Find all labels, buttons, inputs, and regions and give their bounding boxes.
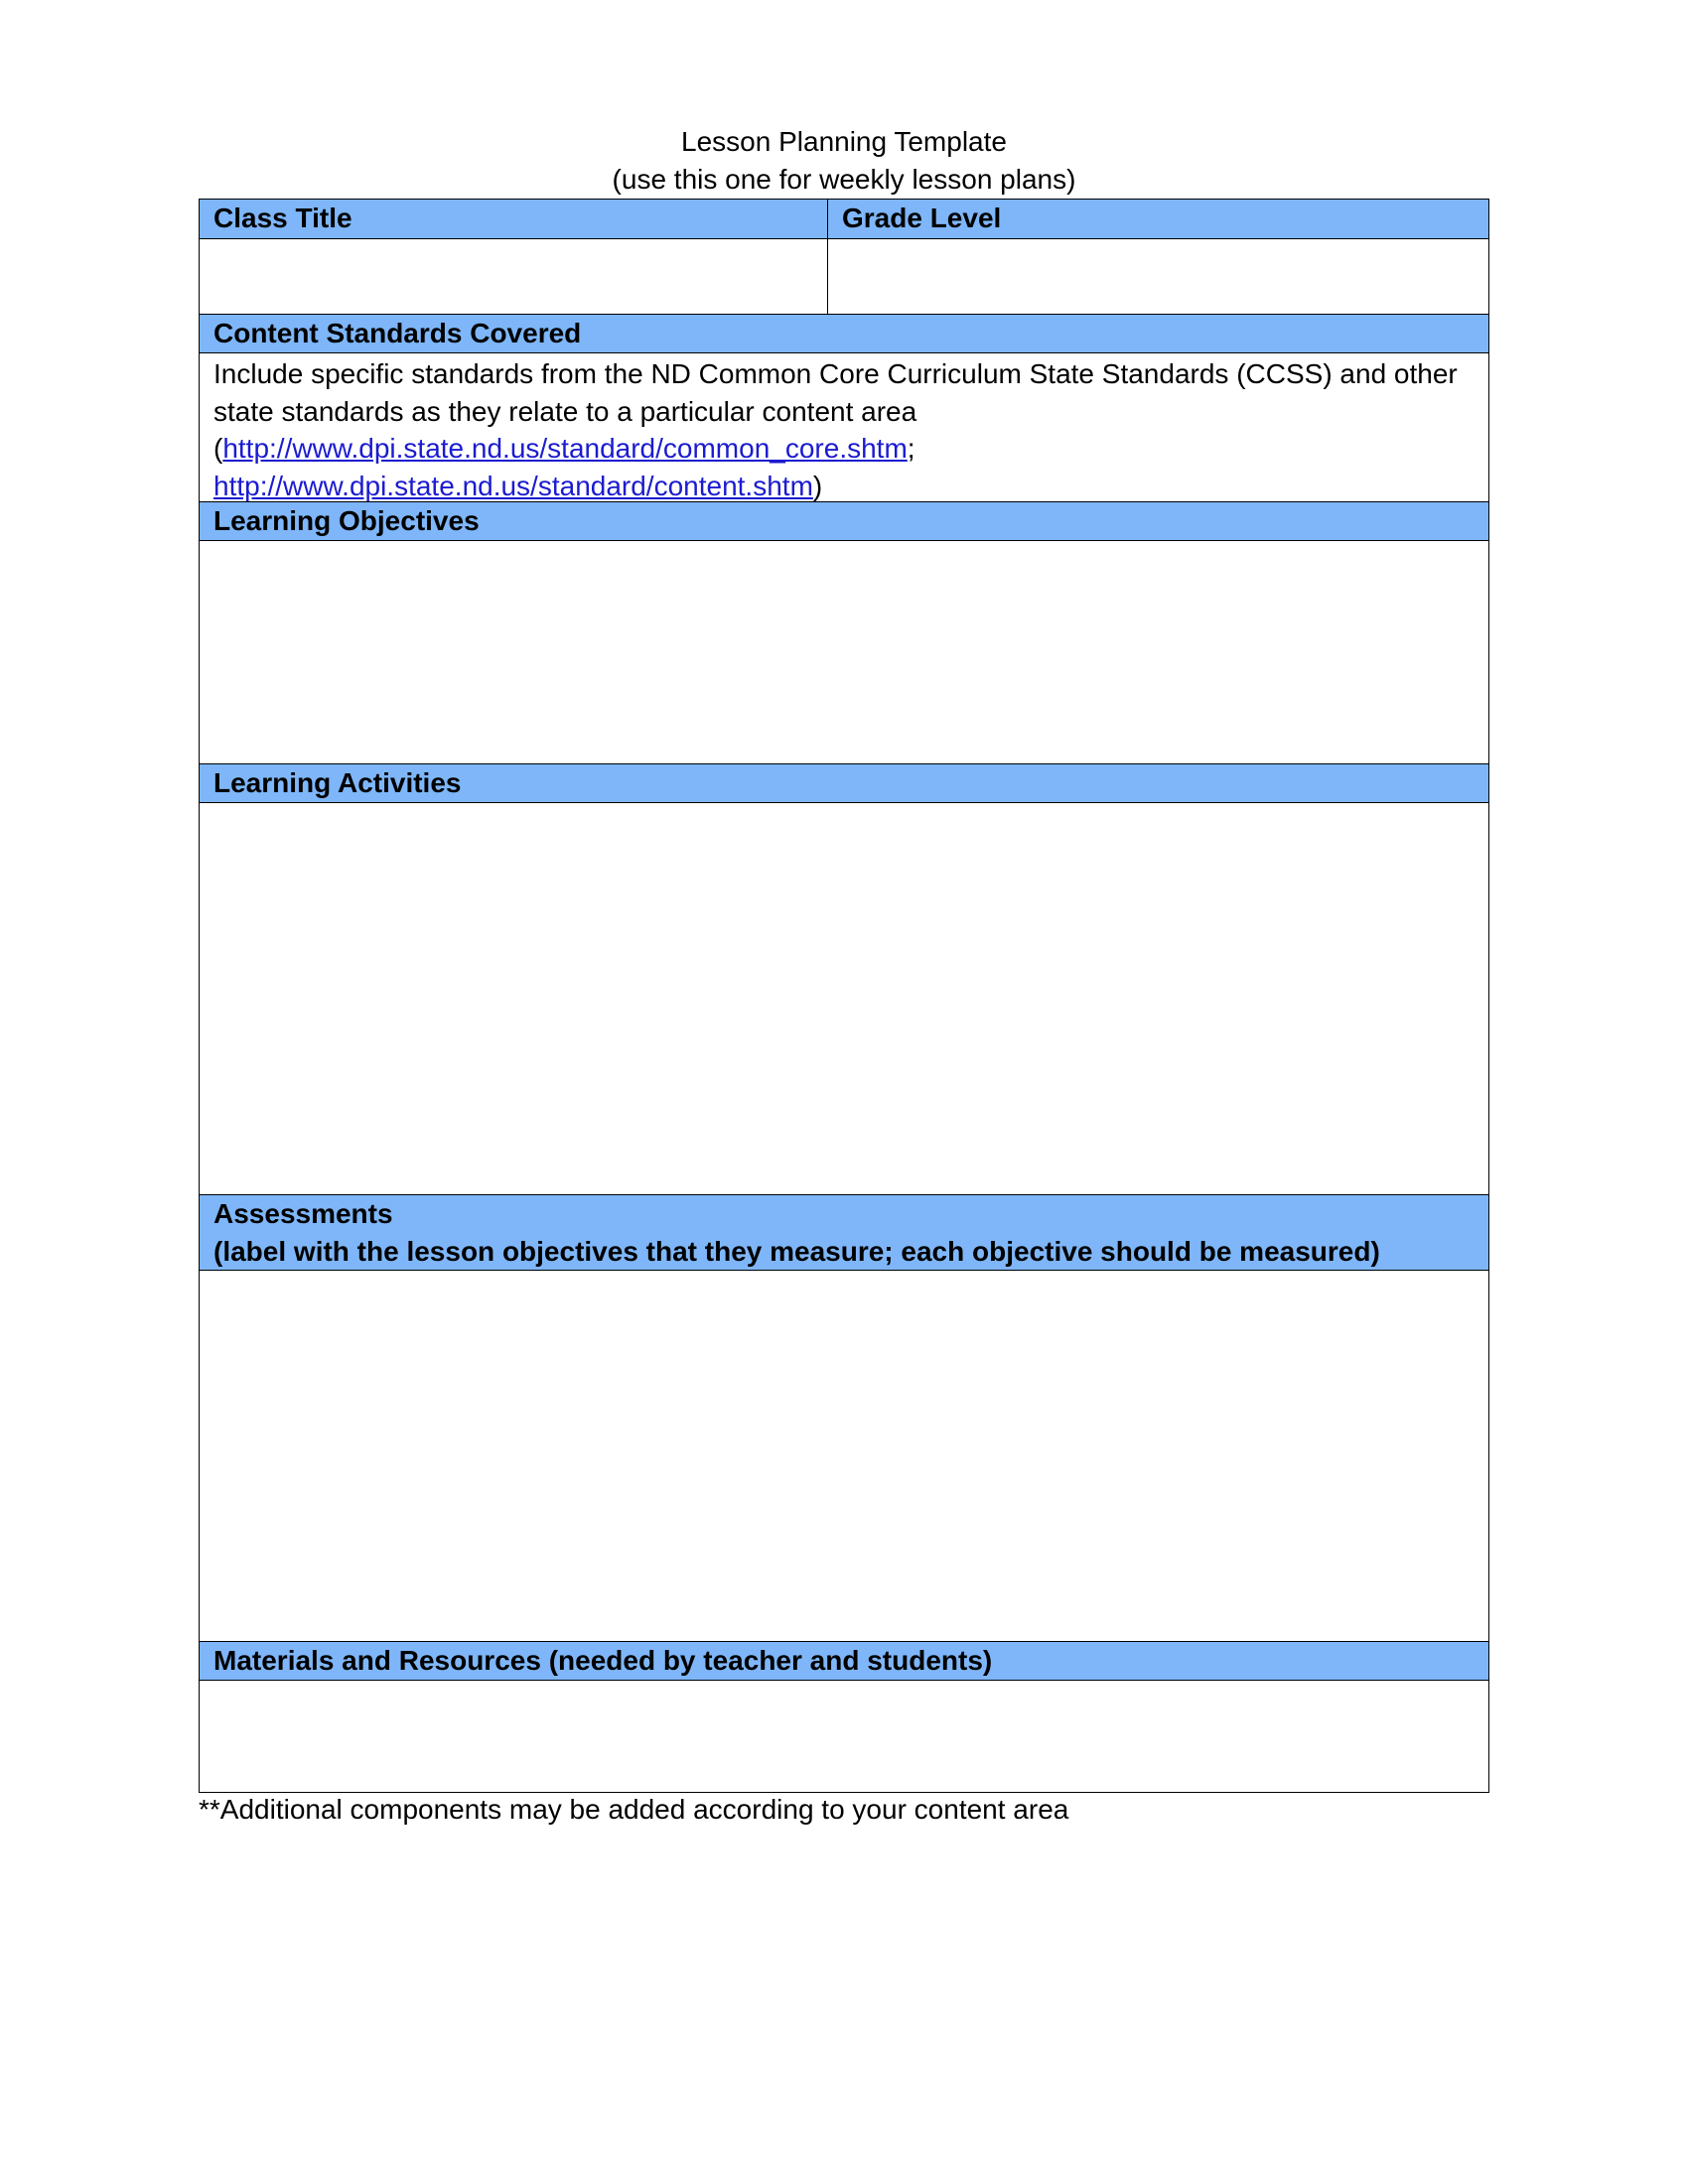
page-title (0, 123, 1688, 199)
assessments-sublabel: (label with the lesson objectives that they measure; each objective should be measured) (213, 1236, 1380, 1267)
class-grade-input-row (200, 239, 1488, 315)
assessments-field[interactable] (200, 1271, 1488, 1642)
assessments-header (200, 1195, 1488, 1271)
class-title-label: Class Title (200, 200, 828, 238)
content-standards-label: Content Standards Covered (213, 318, 582, 348)
content-standards-instructions: Include specific standards from the ND Common Core Curriculum State Standards (CCSS) and other state standards as they relate to a particular content area (213, 358, 1458, 427)
title-line-1: Lesson Planning Template (681, 126, 1007, 157)
materials-label: Materials and Resources (needed by teacher and students) (213, 1645, 993, 1676)
common-core-link[interactable]: http://www.dpi.state.nd.us/standard/common_core.shtm (222, 433, 908, 464)
class-title-field[interactable] (200, 239, 828, 314)
content-standards-link[interactable]: http://www.dpi.state.nd.us/standard/content.shtm (213, 470, 813, 501)
learning-objectives-field[interactable] (200, 541, 1488, 764)
footnote: **Additional components may be added according to your content area (199, 1794, 1069, 1825)
content-standards-text-block: Include specific standards from the ND Common Core Curriculum State Standards (CCSS) and other state standards as they relate to a particular content area (http://www.dpi.state.nd.us/standard/common_core.shtm; http://www.dpi.state.nd.us/standard/content.shtm) (213, 358, 1458, 501)
content-standards-field[interactable] (200, 353, 1488, 502)
learning-objectives-label: Learning Objectives (213, 505, 480, 536)
grade-level-label: Grade Level (842, 203, 1002, 233)
materials-field[interactable] (200, 1681, 1488, 1792)
learning-activities-header (200, 764, 1488, 803)
grade-level-field[interactable] (828, 239, 1488, 314)
learning-activities-label: Learning Activities (213, 767, 462, 798)
lesson-plan-form (199, 199, 1489, 1793)
title-line-2: (use this one for weekly lesson plans) (612, 164, 1076, 195)
learning-objectives-header (200, 502, 1488, 541)
learning-activities-field[interactable] (200, 803, 1488, 1195)
materials-header (200, 1642, 1488, 1681)
class-grade-header-row (200, 200, 1488, 239)
content-standards-header (200, 315, 1488, 353)
assessments-label: Assessments (213, 1198, 393, 1229)
